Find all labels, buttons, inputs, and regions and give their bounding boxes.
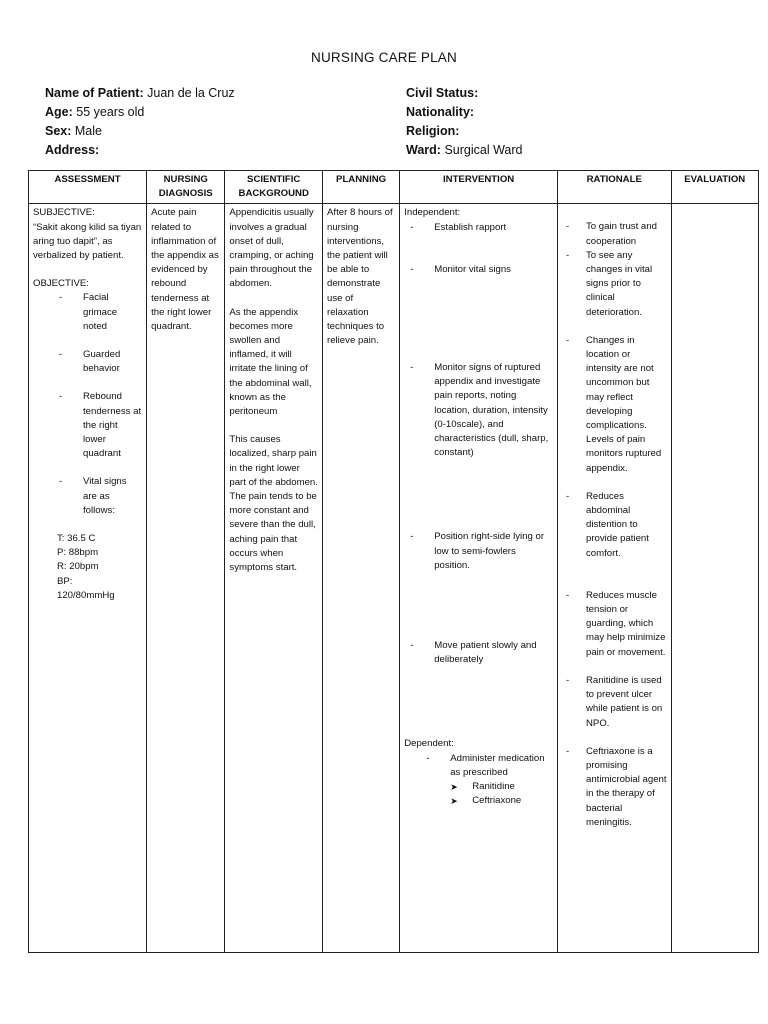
patient-info-right xyxy=(406,84,522,160)
objective-label: OBJECTIVE: xyxy=(33,278,89,290)
page-title: NURSING CARE PLAN xyxy=(311,50,457,65)
intervention-item: - Monitor signs of ruptured appendix and investigate pain reports, noting location, duration, intensity (0-10scale), and characteristics (dull, sharp, constant) xyxy=(410,362,549,459)
diagnosis-cell xyxy=(147,204,225,953)
scientific-background-cell xyxy=(225,204,323,953)
dependent-item: - Administer medication as prescribed xyxy=(426,752,545,778)
religion-label: Religion: xyxy=(406,124,460,138)
vital-sign: 120/80mmHg xyxy=(57,589,115,601)
arrow-bullet-icon: ➤ xyxy=(450,782,458,793)
vital-sign: BP: xyxy=(57,575,73,587)
patient-sex-value: Male xyxy=(74,124,102,138)
patient-info-left xyxy=(45,84,235,160)
header-evaluation: EVALUATION xyxy=(671,171,758,204)
patient-address-label: Address: xyxy=(45,143,100,157)
ward-value: Surgical Ward xyxy=(444,143,523,157)
patient-age-value: 55 years old xyxy=(76,105,145,119)
objective-item: - Guarded behavior xyxy=(59,349,121,375)
subjective-text: “Sakit akong kilid sa tiyan aring tuo dapit”, as verbalized by patient. xyxy=(33,221,142,262)
intervention-cell xyxy=(400,204,558,953)
rationale-item: - Changes in location or intensity are not uncommon but may reflect developing complications. Levels of pain monitors ruptured appendix. xyxy=(566,334,662,474)
header-planning: PLANNING xyxy=(323,171,400,204)
evaluation-cell xyxy=(671,204,758,953)
rationale-item: - Reduces abdominal distention to provide patient comfort. xyxy=(566,490,649,559)
medication-item: ➤ Ranitidine xyxy=(404,780,553,794)
rationale-item: - Ceftriaxone is a promising antimicrobial agent in the therapy of bacterial meningitis. xyxy=(566,745,667,828)
patient-address-row xyxy=(45,141,235,160)
ward-row xyxy=(406,141,522,160)
nationality-row xyxy=(406,103,522,122)
intervention-item: - Position right-side lying or low to semi-fowlers position. xyxy=(410,531,545,571)
rationale-cell xyxy=(558,204,672,953)
rationale-item: - To see any changes in vital signs prior to clinical deterioration. xyxy=(566,249,653,318)
patient-name-row xyxy=(45,84,235,103)
patient-name-label: Name of Patient: xyxy=(45,86,144,100)
religion-row xyxy=(406,122,522,141)
header-rationale: RATIONALE xyxy=(558,171,672,204)
scientific-paragraph: This causes localized, sharp pain in the right lower part of the abdomen. The pain tends to be more constant and severe than the dull, aching pain that occurs when symptoms start. xyxy=(229,434,318,574)
rationale-item: - Reduces muscle tension or guarding, which may help minimize pain or movement. xyxy=(566,589,666,658)
independent-label: Independent: xyxy=(404,207,461,219)
planning-text: After 8 hours of nursing interventions, the patient will be able to demonstrate use of relaxation techniques to relieve pain. xyxy=(327,207,393,347)
dependent-label: Dependent: xyxy=(404,738,454,750)
planning-cell xyxy=(323,204,400,953)
scientific-paragraph: Appendicitis usually involves a gradual onset of dull, cramping, or aching pain throughout the abdomen. xyxy=(229,207,314,290)
scientific-paragraph: As the appendix becomes more swollen and inflamed, it will irritate the lining of the abdominal wall, known as the peritoneum xyxy=(229,306,312,418)
assessment-cell xyxy=(29,204,147,953)
patient-age-label: Age: xyxy=(45,105,73,119)
header-nursing-diagnosis: NURSING DIAGNOSIS xyxy=(147,171,225,204)
header-assessment: ASSESSMENT xyxy=(29,171,147,204)
subjective-label: SUBJECTIVE: xyxy=(33,207,95,219)
intervention-item: - Move patient slowly and deliberately xyxy=(410,640,537,666)
medication-item: ➤ Ceftriaxone xyxy=(404,794,553,808)
intervention-item: - Establish rapport xyxy=(410,221,507,233)
header-intervention: INTERVENTION xyxy=(400,171,558,204)
objective-item: - Vital signs are as follows: xyxy=(59,476,127,516)
table-row xyxy=(29,204,759,953)
rationale-item: - To gain trust and cooperation xyxy=(566,221,657,247)
patient-sex-label: Sex: xyxy=(45,124,72,138)
vital-sign: R: 20bpm xyxy=(57,561,99,573)
care-plan-table xyxy=(28,170,759,953)
vital-sign: T: 36.5 C xyxy=(57,533,96,545)
intervention-item: - Monitor vital signs xyxy=(410,263,511,275)
patient-sex-row xyxy=(45,122,235,141)
arrow-bullet-icon: ➤ xyxy=(450,796,458,807)
civil-status-row xyxy=(406,84,522,103)
patient-name-value: Juan de la Cruz xyxy=(147,86,235,100)
rationale-item: - Ranitidine is used to prevent ulcer while patient is on NPO. xyxy=(566,674,663,729)
header-scientific-background: SCIENTIFIC BACKGROUND xyxy=(225,171,323,204)
objective-item: - Facial grimace noted xyxy=(59,292,118,332)
table-header-row xyxy=(29,171,759,204)
objective-item: - Rebound tenderness at the right lower quadrant xyxy=(59,391,142,460)
patient-age-row xyxy=(45,103,235,122)
diagnosis-text: Acute pain related to inflammation of the appendix as evidenced by rebound tenderness at the right lower quadrant. xyxy=(151,207,219,333)
civil-status-label: Civil Status: xyxy=(406,86,479,100)
vital-sign: P: 88bpm xyxy=(57,547,99,559)
nationality-label: Nationality: xyxy=(406,105,475,119)
ward-label: Ward: xyxy=(406,143,441,157)
